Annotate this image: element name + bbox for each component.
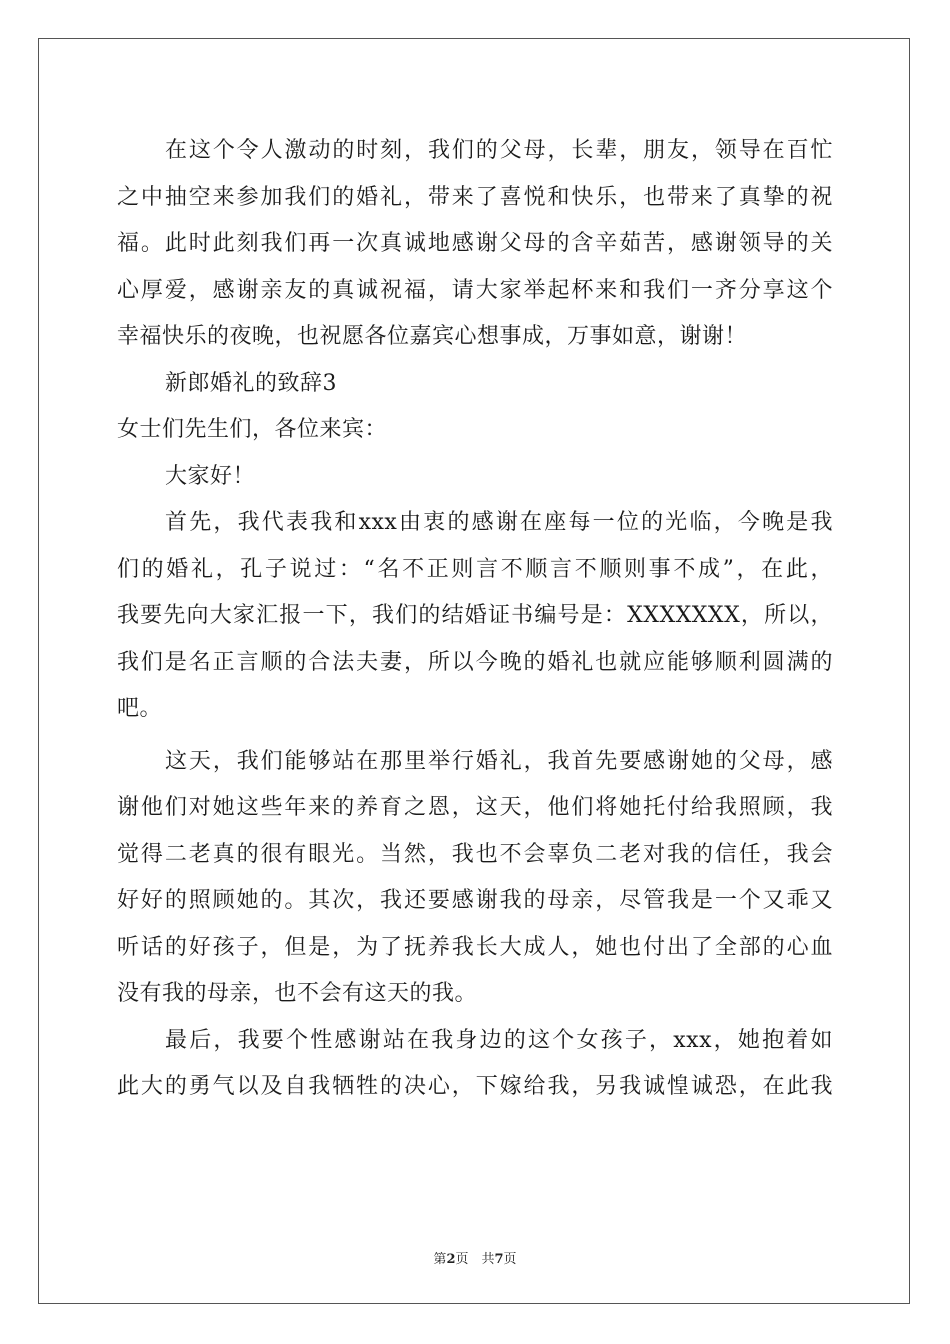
text-line: 首先，我代表我和xxx由衷的感谢在座每一位的光临，今晚是我 (165, 510, 833, 535)
salutation: 女士们先生们，各位来宾： (117, 417, 388, 442)
text-line: 我们是名正言顺的合法夫妻，所以今晚的婚礼也就应能够顺利圆满的 (117, 649, 833, 675)
text-line: 之中抽空来参加我们的婚礼，带来了喜悦和快乐，也带来了真挚的祝 (117, 184, 833, 210)
text-line: 幸福快乐的夜晚，也祝愿各位嘉宾心想事成，万事如意，谢谢！ (117, 324, 748, 349)
page-suffix: 页 (503, 1252, 517, 1267)
current-page-number: 2 (446, 1252, 456, 1267)
text-line: 心厚爱，感谢亲友的真诚祝福，请大家举起杯来和我们一齐分享这个 (117, 277, 833, 303)
text-line: 听话的好孩子，但是，为了抚养我长大成人，她也付出了全部的心血 (117, 934, 833, 960)
text-line: 在这个令人激动的时刻，我们的父母，长辈，朋友，领导在百忙 (165, 138, 833, 163)
page-mid: 页 共 (455, 1252, 495, 1267)
text-line: 们的婚礼，孔子说过：“名不正则言不顺言不顺则事不成”，在此， (117, 556, 833, 582)
text-line: 福。此时此刻我们再一次真诚地感谢父母的含辛茹苦，感谢领导的关 (117, 231, 833, 256)
text-line: 没有我的母亲，也不会有这天的我。 (117, 981, 478, 1006)
total-page-number: 7 (494, 1252, 504, 1267)
text-line: 谢他们对她这些年来的养育之恩，这天，他们将她托付给我照顾，我 (117, 795, 833, 820)
document-body (117, 128, 833, 1111)
text-line: 好好的照顾她的。其次，我还要感谢我的母亲，尽管我是一个又乖又 (117, 888, 833, 913)
page-footer (0, 1248, 950, 1267)
text-line: 我要先向大家汇报一下，我们的结婚证书编号是：XXXXXXX，所以， (117, 603, 833, 628)
text-line: 此大的勇气以及自我牺牲的决心，下嫁给我，另我诚惶诚恐，在此我 (117, 1074, 833, 1099)
text-line: 觉得二老真的很有眼光。当然，我也不会辜负二老对我的信任，我会 (117, 841, 833, 867)
greeting: 大家好！ (165, 463, 256, 489)
section-heading: 新郎婚礼的致辞3 (165, 370, 337, 396)
text-line: 这天，我们能够站在那里举行婚礼，我首先要感谢她的父母，感 (165, 748, 833, 774)
text-line: 吧。 (117, 696, 163, 721)
text-line: 最后，我要个性感谢站在我身边的这个女孩子，xxx，她抱着如 (165, 1027, 833, 1053)
page-prefix: 第 (433, 1252, 447, 1267)
